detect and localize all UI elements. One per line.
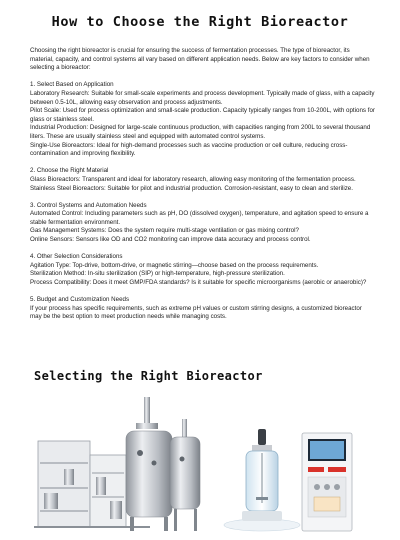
section-material bbox=[30, 167, 375, 193]
section-heading: 5. Budget and Customization Needs bbox=[30, 296, 130, 304]
section-line: Process Compatibility: Does it meet GMP/FDA standards? Is it suitable for specific microorganisms (aerobic or anaerobic)? bbox=[30, 279, 367, 287]
image-section-title: Selecting the Right Bioreactor bbox=[34, 369, 263, 383]
section-application bbox=[30, 81, 375, 158]
section-line: Agitation Type: Top-drive, bottom-drive, or magnetic stirring—choose based on the process requirements. bbox=[30, 261, 319, 269]
article-body bbox=[30, 47, 375, 322]
section-line: Gas Management Systems: Does the system require multi-stage ventilation or gas mixing control? bbox=[30, 227, 299, 235]
section-line: Online Sensors: Sensors like OD and CO2 monitoring can improve data accuracy and process control. bbox=[30, 236, 311, 244]
section-line: Sterilization Method: In-situ sterilization (SIP) or high-temperature, high-pressure sterilization. bbox=[30, 270, 285, 278]
bioreactor-illustration bbox=[30, 393, 375, 540]
section-line: Automated Control: Including parameters such as pH, DO (dissolved oxygen), temperature, and agitation speed to ensure a stable fermentation environment. bbox=[30, 210, 369, 226]
control-cabinet bbox=[302, 433, 352, 531]
section-other-considerations bbox=[30, 253, 375, 287]
section-line: Industrial Production: Designed for large-scale continuous production, with capacities ranging from 200L to several thousand liters. These are usually stainless steel and equipped with automated control systems. bbox=[30, 124, 371, 140]
section-heading: 2. Choose the Right Material bbox=[30, 167, 109, 175]
section-line: Pilot Scale: Used for process optimization and small-scale production. Capacity typically ranges from 10-200L, with options for glass or stainless steel. bbox=[30, 107, 375, 123]
section-line: Laboratory Research: Suitable for small-scale experiments and process development. Typically made of glass, with a capacity between 0.5-10L, allowing easy observation and process adjustments. bbox=[30, 89, 375, 106]
glass-lab-bioreactor bbox=[224, 429, 300, 531]
stainless-tank-large bbox=[126, 397, 172, 531]
stainless-tank-medium bbox=[170, 419, 200, 531]
intro-paragraph: Choosing the right bioreactor is crucial for ensuring the success of fermentation processes. The type of bioreactor, its material, capacity, and control systems all vary based on different application needs. Below are key factors to consider when selecting a bioreactor: bbox=[30, 47, 370, 72]
section-line: Glass Bioreactors: Transparent and ideal for laboratory research, allowing easy monitoring of the fermentation process. bbox=[30, 175, 356, 183]
section-line: If your process has specific requirements, such as extreme pH values or custom stirring designs, a customized bioreactor may be the best option to meet production needs while managing costs. bbox=[30, 304, 362, 321]
section-line: Single-Use Bioreactors: Ideal for high-demand processes such as vaccine production or cell culture, reducing cross-contamination and improving flexibility. bbox=[30, 141, 348, 158]
section-budget bbox=[30, 296, 375, 322]
page-title: How to Choose the Right Bioreactor bbox=[51, 14, 349, 30]
section-line: Stainless Steel Bioreactors: Suitable for pilot and industrial production. Corrosion-resistant, easy to clean and sterilize. bbox=[30, 184, 353, 192]
section-heading: 1. Select Based on Application bbox=[30, 81, 114, 89]
bioreactor-photo bbox=[30, 393, 375, 540]
section-control-systems bbox=[30, 202, 375, 245]
section-heading: 3. Control Systems and Automation Needs bbox=[30, 201, 147, 209]
section-heading: 4. Other Selection Considerations bbox=[30, 253, 123, 261]
